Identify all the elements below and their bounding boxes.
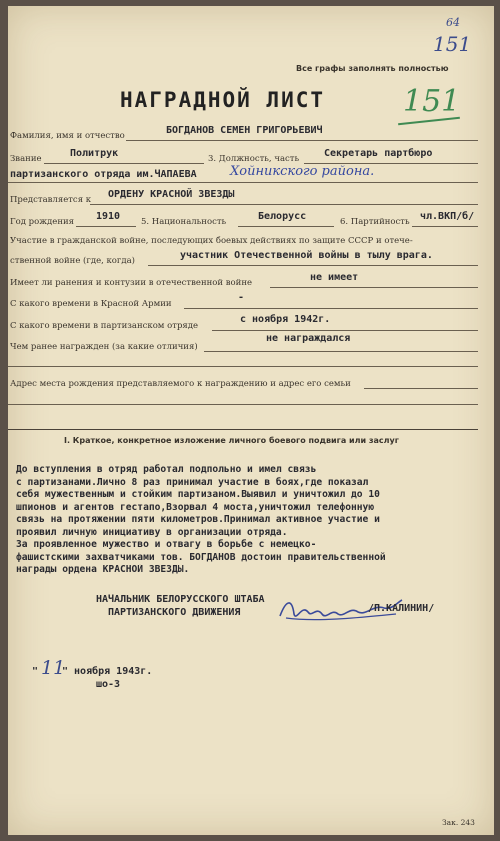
civil-war-label-1: Участие в гражданской войне, последующих боевых действиях по защите СССР и отече-	[10, 236, 413, 246]
civil-war-value: участник Отечественной войны в тылу врага.	[180, 250, 433, 261]
signature-title-2: ПАРТИЗАНСКОГО ДВИЖЕНИЯ	[108, 607, 241, 618]
corner-number-small: 64	[446, 16, 460, 29]
wounds-value: не имеет	[310, 272, 359, 283]
army-since-value: -	[238, 292, 245, 303]
feat-line: проявил личную инициативу в организации отряда.	[16, 526, 288, 538]
prior-awards-label: Чем ранее награжден (за какие отличия)	[10, 342, 198, 352]
birth-rule	[76, 226, 136, 227]
feat-line: шпионов и агентов гестапо,Взорвал 4 моста,уничтожил телефонную	[16, 501, 375, 513]
wounds-rule	[270, 287, 478, 288]
order-number: Зак. 243	[442, 818, 475, 827]
nominated-rule	[90, 204, 478, 205]
feat-line: фашистскими захватчиками тов. БОГДАНОВ достоин правительственной	[16, 551, 386, 563]
date-open-quote: "	[32, 666, 39, 677]
nominated-label: Представляется к	[10, 195, 92, 205]
feat-heading: I. Краткое, конкретное изложение личного боевого подвига или заслуг	[64, 436, 399, 445]
section-divider	[8, 429, 478, 430]
blank-rule-1	[8, 366, 478, 367]
feat-text	[16, 464, 471, 577]
unit-handwritten: Хойникского района.	[230, 164, 375, 179]
partisan-since-rule	[212, 330, 478, 331]
feat-line: награды ордена КРАСНОЙ ЗВЕЗДЫ.	[16, 564, 190, 575]
civil-war-rule	[148, 265, 478, 266]
address-rule-1	[364, 388, 478, 389]
position-label: 3. Должность, часть	[208, 154, 300, 164]
unit-value: партизанского отряда им.ЧАПАЕВА	[10, 169, 197, 180]
stamp-number: 151	[403, 84, 461, 119]
rank-rule	[44, 163, 204, 164]
nationality-label: 5. Национальность	[141, 217, 227, 227]
reference-number: шо-3	[96, 679, 121, 690]
feat-line: До вступления в отряд работал подпольно и имел связь	[16, 464, 317, 475]
nationality-value: Белорусс	[258, 211, 307, 222]
wounds-label: Имеет ли ранения и контузии в отечественной войне	[10, 278, 253, 288]
unit-rule	[8, 182, 478, 183]
document-title: НАГРАДНОЙ ЛИСТ	[120, 88, 326, 112]
party-value: чл.ВКП/б/	[420, 211, 475, 222]
rank-label: Звание	[10, 154, 42, 164]
date-day: 11	[41, 657, 66, 679]
name-rule	[126, 140, 478, 141]
party-label: 6. Партийность	[340, 217, 410, 227]
signature-title-1: НАЧАЛЬНИК БЕЛОРУССКОГО ШТАБА	[96, 594, 265, 605]
prior-awards-rule	[204, 351, 478, 352]
feat-line: с партизанами.Лично 8 раз принимал участие в боях,где показал	[16, 476, 369, 488]
name-label: Фамилия, имя и отчество	[10, 131, 125, 141]
feat-line: связь на протяжении пяти километров.Принимал активное участие и	[16, 514, 380, 525]
prior-awards-value: не награждался	[266, 333, 351, 344]
rank-value: Политрук	[70, 148, 119, 159]
nationality-rule	[238, 226, 334, 227]
position-value: Секретарь партбюро	[324, 148, 433, 159]
army-since-label: С какого времени в Красной Армии	[10, 299, 172, 309]
nominated-value: ОРДЕНУ КРАСНОЙ ЗВЕЗДЫ	[108, 189, 235, 200]
address-label: Адрес места рождения представляемого к награждению и адрес его семьи	[10, 379, 351, 389]
partisan-since-label: С какого времени в партизанском отряде	[10, 321, 199, 331]
name-value: БОГДАНОВ СЕМЕН ГРИГОРЬЕВИЧ	[166, 125, 323, 136]
address-rule-2	[8, 404, 478, 405]
civil-war-label-2: ственной войне (где, когда)	[10, 256, 135, 266]
award-sheet	[8, 6, 494, 835]
army-since-rule	[184, 308, 478, 309]
feat-line: За проявленное мужество и отвагу в борьбе с немецко-	[16, 539, 317, 550]
corner-number-large: 151	[433, 32, 472, 56]
birth-label: Год рождения	[10, 217, 75, 227]
party-rule	[412, 226, 478, 227]
partisan-since-value: с ноября 1942г.	[240, 314, 331, 325]
date-rest: " ноября 1943г.	[62, 666, 153, 677]
birth-value: 1910	[96, 211, 121, 222]
feat-line: себя мужественным и стойким партизаном.Выявил и уничтожил до 10	[16, 489, 380, 500]
fill-notice: Все графы заполнять полностью	[296, 64, 449, 73]
signature-name: /П.КАЛИНИН/	[368, 603, 435, 614]
